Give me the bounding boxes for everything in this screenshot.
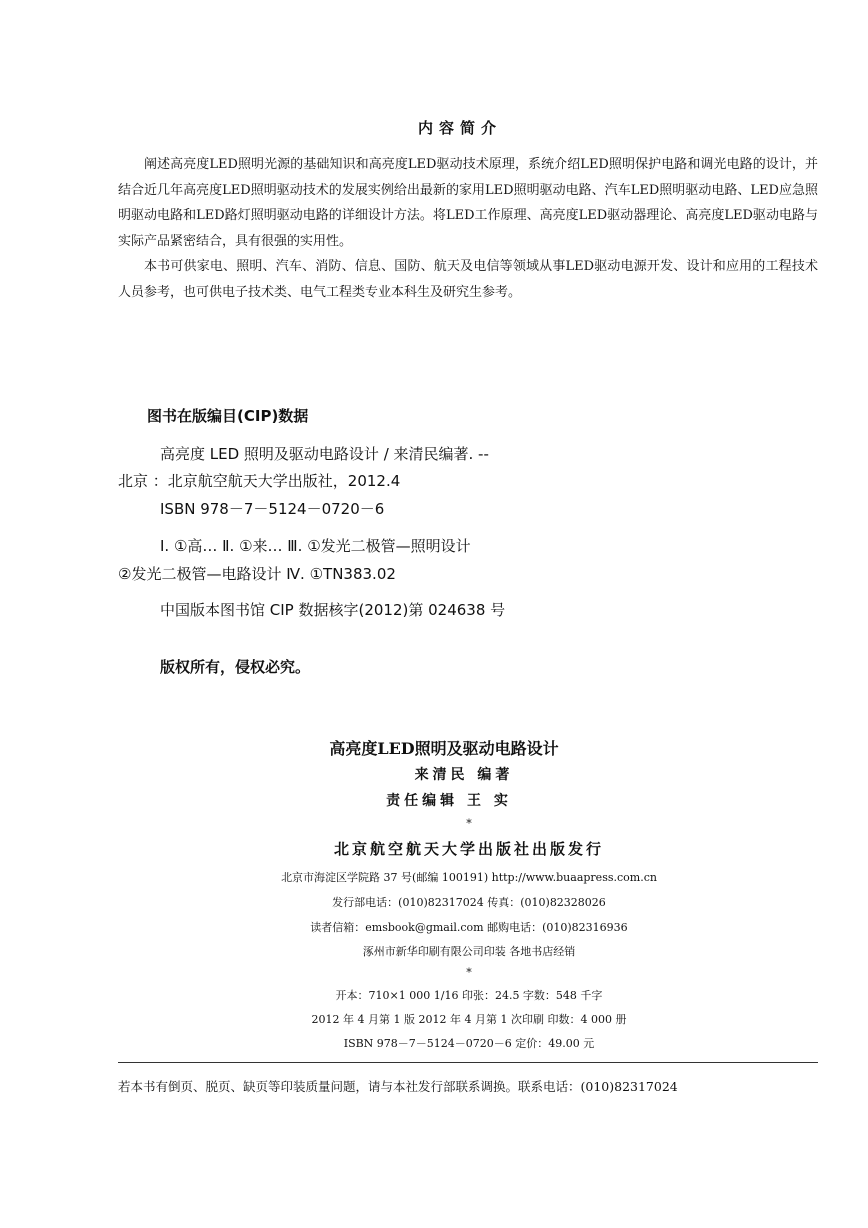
printer-line: 涿州市新华印刷有限公司印装 各地书店经销 <box>362 945 576 958</box>
sales-contact: 发行部电话：(010)82317024 传真：(010)82328026 <box>332 896 606 909</box>
format-specs: 开本：710×1 000 1/16 印张：24.5 字数：548 千字 <box>335 989 603 1002</box>
summary-paragraph-2: 本书可供家电、照明、汽车、消防、信息、国防、航天及电信等领域从事LED驱动电源开发、设计和应用的工程技术人员参考，也可供电子技术类、电气工程类专业本科生及研究生参考。 <box>118 259 818 300</box>
cip-line-isbn: ISBN 978－7－5124－0720－6 <box>160 500 385 518</box>
publisher-address: 北京市海淀区学院路 37 号(邮编 100191) http://www.buaapress.com.cn <box>281 871 657 884</box>
isbn-price: ISBN 978－7－5124－0720－6 定价：49.00 元 <box>343 1037 595 1050</box>
cip-line-classification: Ⅰ. ①高… Ⅱ. ①来… Ⅲ. ①发光二极管—照明设计 <box>160 537 471 555</box>
book-title: 高亮度LED照明及驱动电路设计 <box>329 739 559 758</box>
edition-info: 2012 年 4 月第 1 版 2012 年 4 月第 1 次印刷 印数：4 000 册 <box>311 1013 627 1026</box>
separator-star-2: * <box>466 966 472 979</box>
separator-star: * <box>466 817 472 830</box>
cip-heading: 图书在版编目(CIP)数据 <box>147 407 309 425</box>
footer-notice: 若本书有倒页、脱页、缺页等印装质量问题，请与本社发行部联系调换。联系电话：(010)82317024 <box>118 1079 678 1094</box>
summary-title: 内容简介 <box>418 119 503 137</box>
reader-contact: 读者信箱：emsbook@gmail.com 邮购电话：(010)82316936 <box>310 921 628 934</box>
cip-line-title: 高亮度 LED 照明及驱动电路设计 / 来清民编著. -- <box>160 445 489 463</box>
editor: 来清民 编著 <box>414 767 514 783</box>
publisher-line: 北京航空航天大学出版社出版发行 <box>333 840 604 858</box>
cip-line-data-number: 中国版本图书馆 CIP 数据核字(2012)第 024638 号 <box>160 601 506 619</box>
cip-line-publisher: 北京 ：北京航空航天大学出版社，2012.4 <box>118 472 401 490</box>
footer-divider <box>118 1062 818 1063</box>
cip-line-classification-2: ②发光二极管—电路设计 Ⅳ. ①TN383.02 <box>118 565 396 583</box>
summary-body <box>118 152 818 305</box>
responsible-editor: 责任编辑 王 实 <box>386 793 512 809</box>
rights-notice: 版权所有，侵权必究。 <box>160 658 311 676</box>
summary-paragraph-1: 阐述高亮度LED照明光源的基础知识和高亮度LED驱动技术原理，系统介绍LED照明保护电路和调光电路的设计，并结合近几年高亮度LED照明驱动技术的发展实例给出最新的家用LED照明驱动电路、汽车LED照明驱动电路、LED应急照明驱动电路和LED路灯照明驱动电路的详细设计方法。将LED工作原理、高亮度LED驱动器理论、高亮度LED驱动电路与实际产品紧密结合，具有很强的实用性。 <box>118 157 818 249</box>
